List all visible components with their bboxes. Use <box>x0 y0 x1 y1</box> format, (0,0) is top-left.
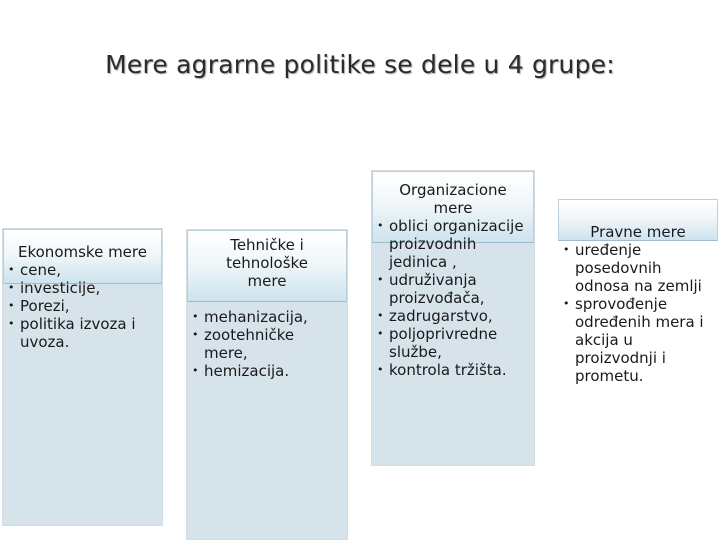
list-item: • sprovođenje određenih mera i akcija u proizvodnji i prometu. <box>558 295 712 385</box>
card-technical-list <box>187 308 347 380</box>
card-economic-list <box>3 261 162 351</box>
list-item: • uređenje posedovnih odnosa na zemlji <box>558 241 712 295</box>
card-legal-title: Pravne mere <box>590 223 686 241</box>
list-item: • mehanizacija, <box>187 308 339 326</box>
card-organizational-list <box>372 217 534 379</box>
list-item: • udruživanja proizvođača, <box>372 271 524 307</box>
card-legal-content <box>558 223 718 385</box>
list-item: • hemizacija. <box>187 362 339 380</box>
list-item: • cene, <box>3 261 162 279</box>
list-item: • oblici organizacije proizvodnih jedinica , <box>372 217 524 271</box>
list-item: • politika izvoza i uvoza. <box>3 315 162 351</box>
card-legal-list <box>558 241 718 385</box>
card-technical-title: Tehničke i tehnološke mere <box>226 236 308 290</box>
card-organizational-measures <box>371 170 535 466</box>
card-economic-title: Ekonomske mere <box>18 243 147 261</box>
list-item: • poljoprivredne službe, <box>372 325 524 361</box>
card-organizational-title: Organizacione mere <box>399 181 507 217</box>
card-organizational-content <box>372 181 534 379</box>
slide-title: Mere agrarne politike se dele u 4 grupe: <box>105 50 615 79</box>
card-technical-content <box>187 236 347 380</box>
list-item: • investicije, <box>3 279 162 297</box>
card-technical-measures <box>186 229 348 540</box>
card-economic-measures <box>2 228 163 526</box>
list-item: • kontrola tržišta. <box>372 361 524 379</box>
list-item: • zootehničke mere, <box>187 326 339 362</box>
list-item: • Porezi, <box>3 297 162 315</box>
card-economic-content <box>3 243 162 351</box>
list-item: • zadrugarstvo, <box>372 307 524 325</box>
card-legal-measures <box>557 198 719 430</box>
